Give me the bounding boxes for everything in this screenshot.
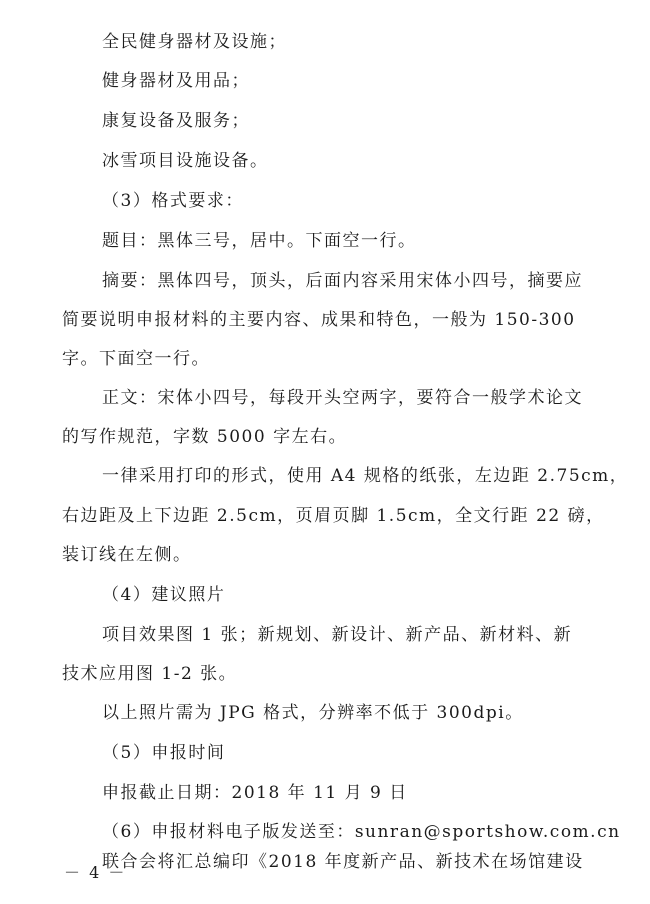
- text-line: 健身器材及用品；: [102, 71, 250, 91]
- text-line: 装订线在左侧。: [62, 545, 192, 565]
- section-heading: （4）建议照片: [102, 585, 226, 605]
- section-heading: （3）格式要求：: [102, 191, 244, 211]
- text-line: 项目效果图 1 张；新规划、新设计、新产品、新材料、新: [102, 625, 573, 645]
- text-line: 联合会将汇总编印《2018 年度新产品、新技术在场馆建设: [102, 852, 584, 872]
- text-line: 一律采用打印的形式，使用 A4 规格的纸张，左边距 2.75cm，: [102, 466, 629, 486]
- text-line: 右边距及上下边距 2.5cm，页眉页脚 1.5cm，全文行距 22 磅，: [62, 506, 605, 526]
- text-line: 正文：宋体小四号，每段开头空两字，要符合一般学术论文: [102, 388, 583, 408]
- text-line: 字。下面空一行。: [62, 349, 210, 369]
- text-line: 冰雪项目设施设备。: [102, 151, 269, 171]
- text-line: 申报截止日期：2018 年 11 月 9 日: [102, 783, 408, 803]
- text-line: 康复设备及服务；: [102, 111, 250, 131]
- text-line: 题目：黑体三号，居中。下面空一行。: [102, 231, 417, 251]
- text-line: 技术应用图 1-2 张。: [62, 664, 238, 684]
- text-line: 的写作规范，字数 5000 字左右。: [62, 427, 348, 447]
- text-line: 全民健身器材及设施；: [102, 32, 287, 52]
- section-heading: （5）申报时间: [102, 743, 226, 763]
- page-number: － 4 －: [64, 863, 127, 882]
- text-line: 简要说明申报材料的主要内容、成果和特色，一般为 150-300: [62, 310, 576, 330]
- section-heading: （6）申报材料电子版发送至：sunran@sportshow.com.cn: [102, 822, 621, 842]
- text-line: 摘要：黑体四号，顶头，后面内容采用宋体小四号，摘要应: [102, 271, 583, 291]
- text-line: 以上照片需为 JPG 格式，分辨率不低于 300dpi。: [102, 703, 524, 723]
